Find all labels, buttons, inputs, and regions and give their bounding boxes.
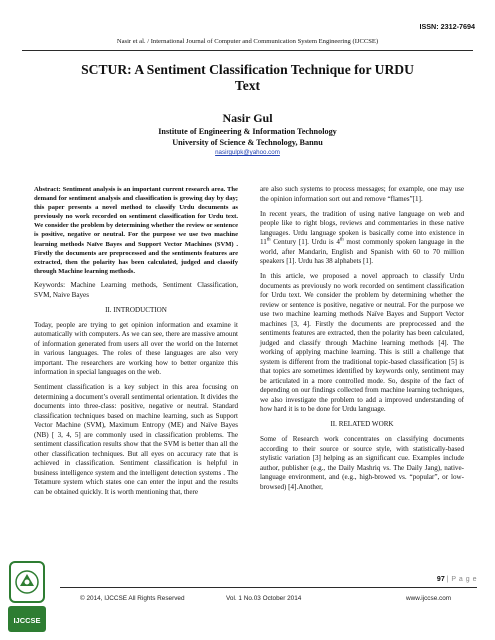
urdu-history-text-a: In recent years, the tradition of using native language on web and people like to right blogs, reviews and commentaries in these native languages. Urdu language spoken is basically come into existence in 11 bbox=[260, 209, 464, 246]
intro-paragraph-5: In this article, we proposed a novel approach to classify Urdu documents as previously no work recorded on sentiment classification for Urdu text. We consider the problem by determining whether the review or sentence is positive, negative or neutral. For the purpose we use two machine learning methods Naïve Bayes and Support Vector machines [3, 4]. Firstly the documents are preprocessed and the sentiments features are extracted, then the polarity has been calculated, judged and classify through Machine learning methods [4]. The working of applying machine learning. This is still a challenge that system is different from the traditional topic-based classification [5] is that topics are sometimes identified by keywords only, sentiment may be articulated in a more controlled mode. So, despite of the fact of depending on our findings collected from machine learning techniques, we also investigate the problem to add a improved understanding of how hard it is to be done for Urdu language. bbox=[260, 272, 464, 413]
footer-divider bbox=[60, 587, 477, 588]
institution-line1: Institute of Engineering & Information Technology bbox=[158, 127, 337, 136]
related-work-paragraph: Some of Research work concentrates on classifying documents according to their source or source style, with statistically-based stylistic variation [3] helping as an significant cue. Examples include author, publisher (e.g., the Daily Mashriq vs. The Daily Jang), native-language environment, and (e.g., high-browed vs. “popular”, or low-browsed) [4].Another, bbox=[260, 435, 464, 491]
author-name: Nasir Gul bbox=[222, 111, 273, 125]
related-work-heading: II. RELATED WORK bbox=[330, 420, 394, 428]
abstract-paragraph: Abstract: Sentiment analysis is an important current research area. The demand for sentiment analysis and classification is growing day by day; this paper presents a novel method to classify Urdu documents as previously no work recorded on sentiment classification for Urdu text. We consider the problem by determining whether the review or sentence is positive, negative or neutral. For the purpose we use two machine learning methods Naïve Bayes and Support Vector Machines (SVM) . Firstly the documents are preprocessed and the sentiments features are extracted, then the polarity has been calculated, judged and classify through Machine learning methods. bbox=[34, 186, 238, 275]
intro-paragraph-3: are also such systems to process messages; for example, one may use the opinion information sort out and remove “flames”[1]. bbox=[260, 185, 464, 203]
footer-website-link[interactable]: www.ijccse.com bbox=[406, 595, 452, 602]
journal-header: Nasir et al. / International Journal of Computer and Communication System Engineering (IJCCSE) bbox=[116, 38, 379, 45]
superscript-th-1: th bbox=[266, 237, 271, 243]
page-number-value: 97 bbox=[436, 576, 445, 583]
paper-title-line2: Text bbox=[234, 78, 261, 93]
paper-title-line1: SCTUR: A Sentiment Classification Technique for URDU bbox=[81, 62, 414, 77]
institution-line2: University of Science & Technology, Bannu bbox=[172, 138, 323, 147]
intro-paragraph-1: Today, people are trying to get opinion information and examine it automatically with computers. As we can see, there are massive amount of information generated from users all over the world on the Internet in various languages. The roles of these languages are also very important. The researchers are working how to better organize this information in special languages on the web. bbox=[34, 320, 238, 377]
left-column bbox=[34, 185, 238, 503]
introduction-heading: II. INTRODUCTION bbox=[105, 305, 167, 314]
author-email-link[interactable]: nasirgulpk@yahoo.com bbox=[215, 149, 280, 156]
paper-title bbox=[40, 62, 455, 94]
page-label: | P a g e bbox=[446, 576, 477, 583]
urdu-history-text-c: most commonly spoken language in the world, after Mandarin, English and Spanish with 60 to 70 million speakers [1]. Urdu has 38 alphabets [1]. bbox=[260, 238, 465, 265]
intro-paragraph-2: Sentiment classification is a key subject in this area focusing on determining a document’s overall sentimental orientation. It divides the documents into three-class: positive, negative or neutral. Standard classification techniques based on machine learning, such as Support Vector Machine (SVM), Maximum Entropy (ME) and Naïve Bayes (NB) [ 3, 4, 5] are commonly used in classification problems. The sentiment classification results show that the SVM is better than all the other classification techniques. But all eyes on accuracy rate that is achieved in classification. Sentiment classification is helpful in business intelligence system and the intelligent detection systems . The Tetamure system which states one can enter the input and the results can be obtained quickly. It is worth mentioning that, there bbox=[34, 383, 238, 496]
footer-copyright: © 2014, IJCCSE All Rights Reserved bbox=[80, 595, 185, 602]
page-number bbox=[437, 576, 477, 583]
urdu-history-text-b: Century [1]. Urdu is 4 bbox=[270, 238, 340, 246]
intro-paragraph-4 bbox=[260, 210, 464, 267]
issn-label: ISSN: 2312-7694 bbox=[419, 22, 475, 31]
keywords-paragraph: Keywords: Machine Learning methods, Sentiment Classification, SVM, Naive Bayes bbox=[34, 281, 238, 299]
journal-logo-text: IJCCSE bbox=[13, 616, 41, 625]
right-column bbox=[260, 185, 464, 498]
journal-logo bbox=[6, 560, 48, 638]
footer-volume: Vol. 1 No.03 October 2014 bbox=[226, 595, 302, 602]
header-divider bbox=[22, 50, 473, 51]
superscript-th-2: th bbox=[339, 237, 344, 243]
